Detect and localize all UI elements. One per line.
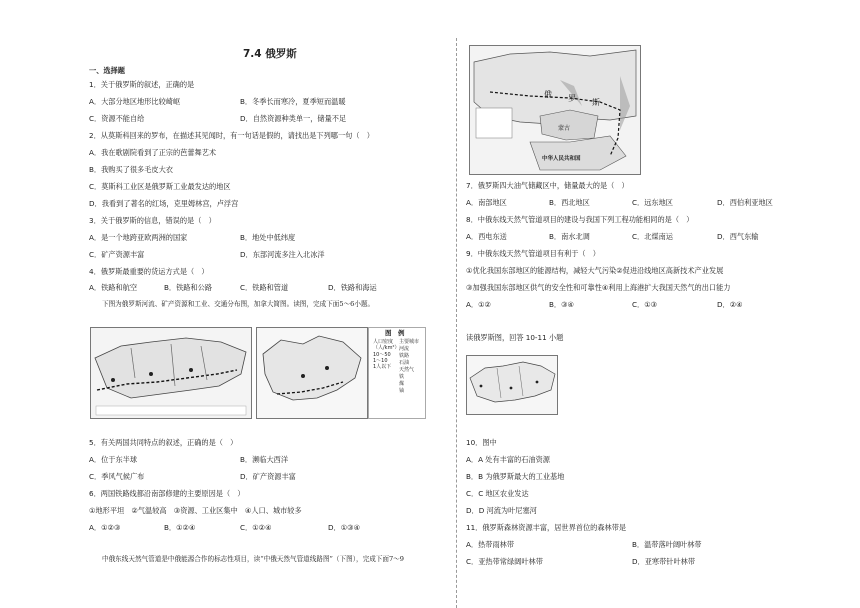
q8-option-c: C．北煤南运 bbox=[632, 232, 673, 241]
q6-option-b: B．①②④ bbox=[164, 523, 196, 532]
q11-option-a: A．热带雨林带 bbox=[466, 540, 515, 549]
intro-5-6: 下图为俄罗斯河流、矿产资源和工业、交通分布图，加拿大简图。读图，完成下面5～6小题。 bbox=[102, 300, 375, 308]
q10-stem: 10．图中 bbox=[466, 438, 497, 447]
map-label-si: 斯 bbox=[592, 98, 600, 107]
q3-option-b: B．地处中低纬度 bbox=[240, 233, 296, 242]
q7-option-d: D．西伯利亚地区 bbox=[717, 198, 773, 207]
q1-option-c: C．资源不能自给 bbox=[89, 114, 145, 123]
legend-item: 主要城市 bbox=[399, 339, 420, 345]
q3-option-c: C．矿产资源丰富 bbox=[89, 250, 145, 259]
q5-option-c: C．季风气候广布 bbox=[89, 472, 145, 481]
q6-option-d: D．①③④ bbox=[328, 523, 361, 532]
russia-outline-map bbox=[466, 355, 558, 415]
q7-option-c: C．远东地区 bbox=[632, 198, 673, 207]
q4-option-b: B．铁路和公路 bbox=[164, 283, 213, 292]
q6-option-a: A．①②③ bbox=[89, 523, 121, 532]
q8-option-b: B．南水北调 bbox=[549, 232, 590, 241]
map-label-luo: 罗 bbox=[568, 94, 576, 103]
q9-option-a: A．①② bbox=[466, 300, 491, 309]
q4-stem: 4．俄罗斯最重要的货运方式是（ ） bbox=[89, 267, 209, 276]
q2-stem: 2．从莫斯科回来的罗布，在描述其见闻时，有一句话是假的，请找出是下列哪一句（ ） bbox=[89, 131, 374, 140]
map-legend bbox=[368, 327, 426, 419]
q1-option-d: D．自然资源种类单一，储量不足 bbox=[240, 114, 347, 123]
legend-item: 人口密度 bbox=[373, 339, 394, 345]
q10-option-c: C．C 地区农业发达 bbox=[466, 489, 529, 498]
q5-option-b: B．濒临大西洋 bbox=[240, 455, 289, 464]
q11-stem: 11．俄罗斯森林资源丰富，居世界首位的森林带是 bbox=[466, 523, 627, 532]
page-title: 7.4 俄罗斯 bbox=[243, 48, 297, 60]
q11-option-d: D．亚寒带针叶林带 bbox=[632, 557, 696, 566]
q7-stem: 7．俄罗斯四大油气储藏区中，储量最大的是（ ） bbox=[466, 181, 629, 190]
q4-option-d: D．铁路和海运 bbox=[328, 283, 377, 292]
intro-10-11: 读俄罗斯图，回答 10-11 小题 bbox=[466, 333, 564, 342]
legend-title: 图 例 bbox=[385, 329, 405, 337]
russia-outline-map-graphic bbox=[467, 356, 557, 414]
q6-option-c: C．①②④ bbox=[240, 523, 272, 532]
q5-option-d: D．矿产资源丰富 bbox=[240, 472, 296, 481]
russia-resource-map-graphic bbox=[91, 328, 251, 418]
q11-option-b: B．温带落叶阔叶林带 bbox=[632, 540, 702, 549]
russia-resource-map bbox=[90, 327, 252, 419]
q9-statement-2: ③加强我国东部地区供气的安全性和可靠性④利用上海港扩大我国天然气的出口能力 bbox=[466, 283, 731, 292]
canada-map-graphic bbox=[257, 328, 367, 418]
q7-option-a: A．南部地区 bbox=[466, 198, 507, 207]
q10-option-d: D．D 河流为叶尼塞河 bbox=[466, 506, 537, 515]
q1-option-a: A．大部分地区地形比较崎岖 bbox=[89, 97, 181, 106]
q3-stem: 3．关于俄罗斯的信息，错误的是（ ） bbox=[89, 216, 216, 225]
legend-item: （人/km²） bbox=[373, 345, 400, 351]
q2-option-c: C．莫斯科工业区是俄罗斯工业最发达的地区 bbox=[89, 182, 231, 191]
q9-statement-1: ①优化我国东部地区的能源结构，减轻大气污染②促进沿线地区高新技术产业发展 bbox=[466, 266, 724, 275]
section-heading: 一、选择题 bbox=[89, 66, 125, 75]
q11-option-c: C．亚热带常绿阔叶林带 bbox=[466, 557, 543, 566]
map-label-china: 中华人民共和国 bbox=[542, 156, 581, 162]
q9-option-d: D．②④ bbox=[717, 300, 743, 309]
q2-option-a: A．我在歌剧院看到了正宗的芭蕾舞艺术 bbox=[89, 148, 217, 157]
map-label-e: 俄 bbox=[544, 90, 552, 99]
q8-option-d: D．西气东输 bbox=[717, 232, 759, 241]
legend-item: 煤 bbox=[399, 381, 405, 387]
intro-7-9: 中俄东线天然气管道是中俄能源合作的标志性项目，读“中俄天然气管道线路图”（下图），完成下面7～9 bbox=[102, 555, 404, 563]
gas-pipeline-map bbox=[469, 45, 641, 175]
legend-item: 铁路 bbox=[399, 353, 410, 359]
q2-option-b: B．我购买了很多毛皮大衣 bbox=[89, 165, 173, 174]
q10-option-b: B．B 为俄罗斯最大的工业基地 bbox=[466, 472, 565, 481]
q5-option-a: A．位于东半球 bbox=[89, 455, 138, 464]
q3-option-a: A．是一个地跨亚欧两洲的国家 bbox=[89, 233, 188, 242]
q6-statements: ①地形平坦 ②气温较高 ③资源、工业区集中 ④人口、城市较多 bbox=[89, 506, 302, 515]
map-label-mongolia: 蒙古 bbox=[558, 125, 571, 132]
column-divider bbox=[456, 38, 457, 608]
q8-option-a: A．西电东送 bbox=[466, 232, 507, 241]
legend-item: 10～50 bbox=[373, 352, 391, 358]
q4-option-a: A．铁路和航空 bbox=[89, 283, 138, 292]
q3-option-d: D．东部河流多注入北冰洋 bbox=[240, 250, 325, 259]
q6-stem: 6．两国铁路线都沿南部修建的主要原因是（ ） bbox=[89, 489, 245, 498]
legend-item: 1～10 bbox=[373, 358, 388, 364]
q9-option-b: B．③④ bbox=[549, 300, 575, 309]
q4-option-c: C．铁路和管道 bbox=[240, 283, 289, 292]
q1-stem: 1．关于俄罗斯的叙述，正确的是 bbox=[89, 80, 195, 89]
legend-item: 天然气 bbox=[399, 367, 415, 373]
gas-pipeline-map-graphic bbox=[470, 46, 640, 174]
legend-item: 铁 bbox=[399, 374, 405, 380]
legend-item: 1人以下 bbox=[373, 364, 392, 370]
q7-option-b: B．西北地区 bbox=[549, 198, 590, 207]
q10-option-a: A．A 处有丰富的石油资源 bbox=[466, 455, 550, 464]
canada-map bbox=[256, 327, 368, 419]
q8-stem: 8．中俄东线天然气管道项目的建设与我国下列工程功能相同的是（ ） bbox=[466, 215, 694, 224]
q9-option-c: C．①③ bbox=[632, 300, 658, 309]
legend-item: 石油 bbox=[399, 360, 410, 366]
legend-item: 铀 bbox=[399, 388, 405, 394]
q9-stem: 9．中俄东线天然气管道项目有利于（ ） bbox=[466, 249, 600, 258]
q1-option-b: B．冬季长而寒冷，夏季短而温暖 bbox=[240, 97, 346, 106]
legend-item: 河流 bbox=[399, 346, 410, 352]
q5-stem: 5．有关两国共同特点的叙述，正确的是（ ） bbox=[89, 438, 238, 447]
q2-option-d: D．我看到了著名的红场，克里姆林宫，卢浮宫 bbox=[89, 199, 239, 208]
